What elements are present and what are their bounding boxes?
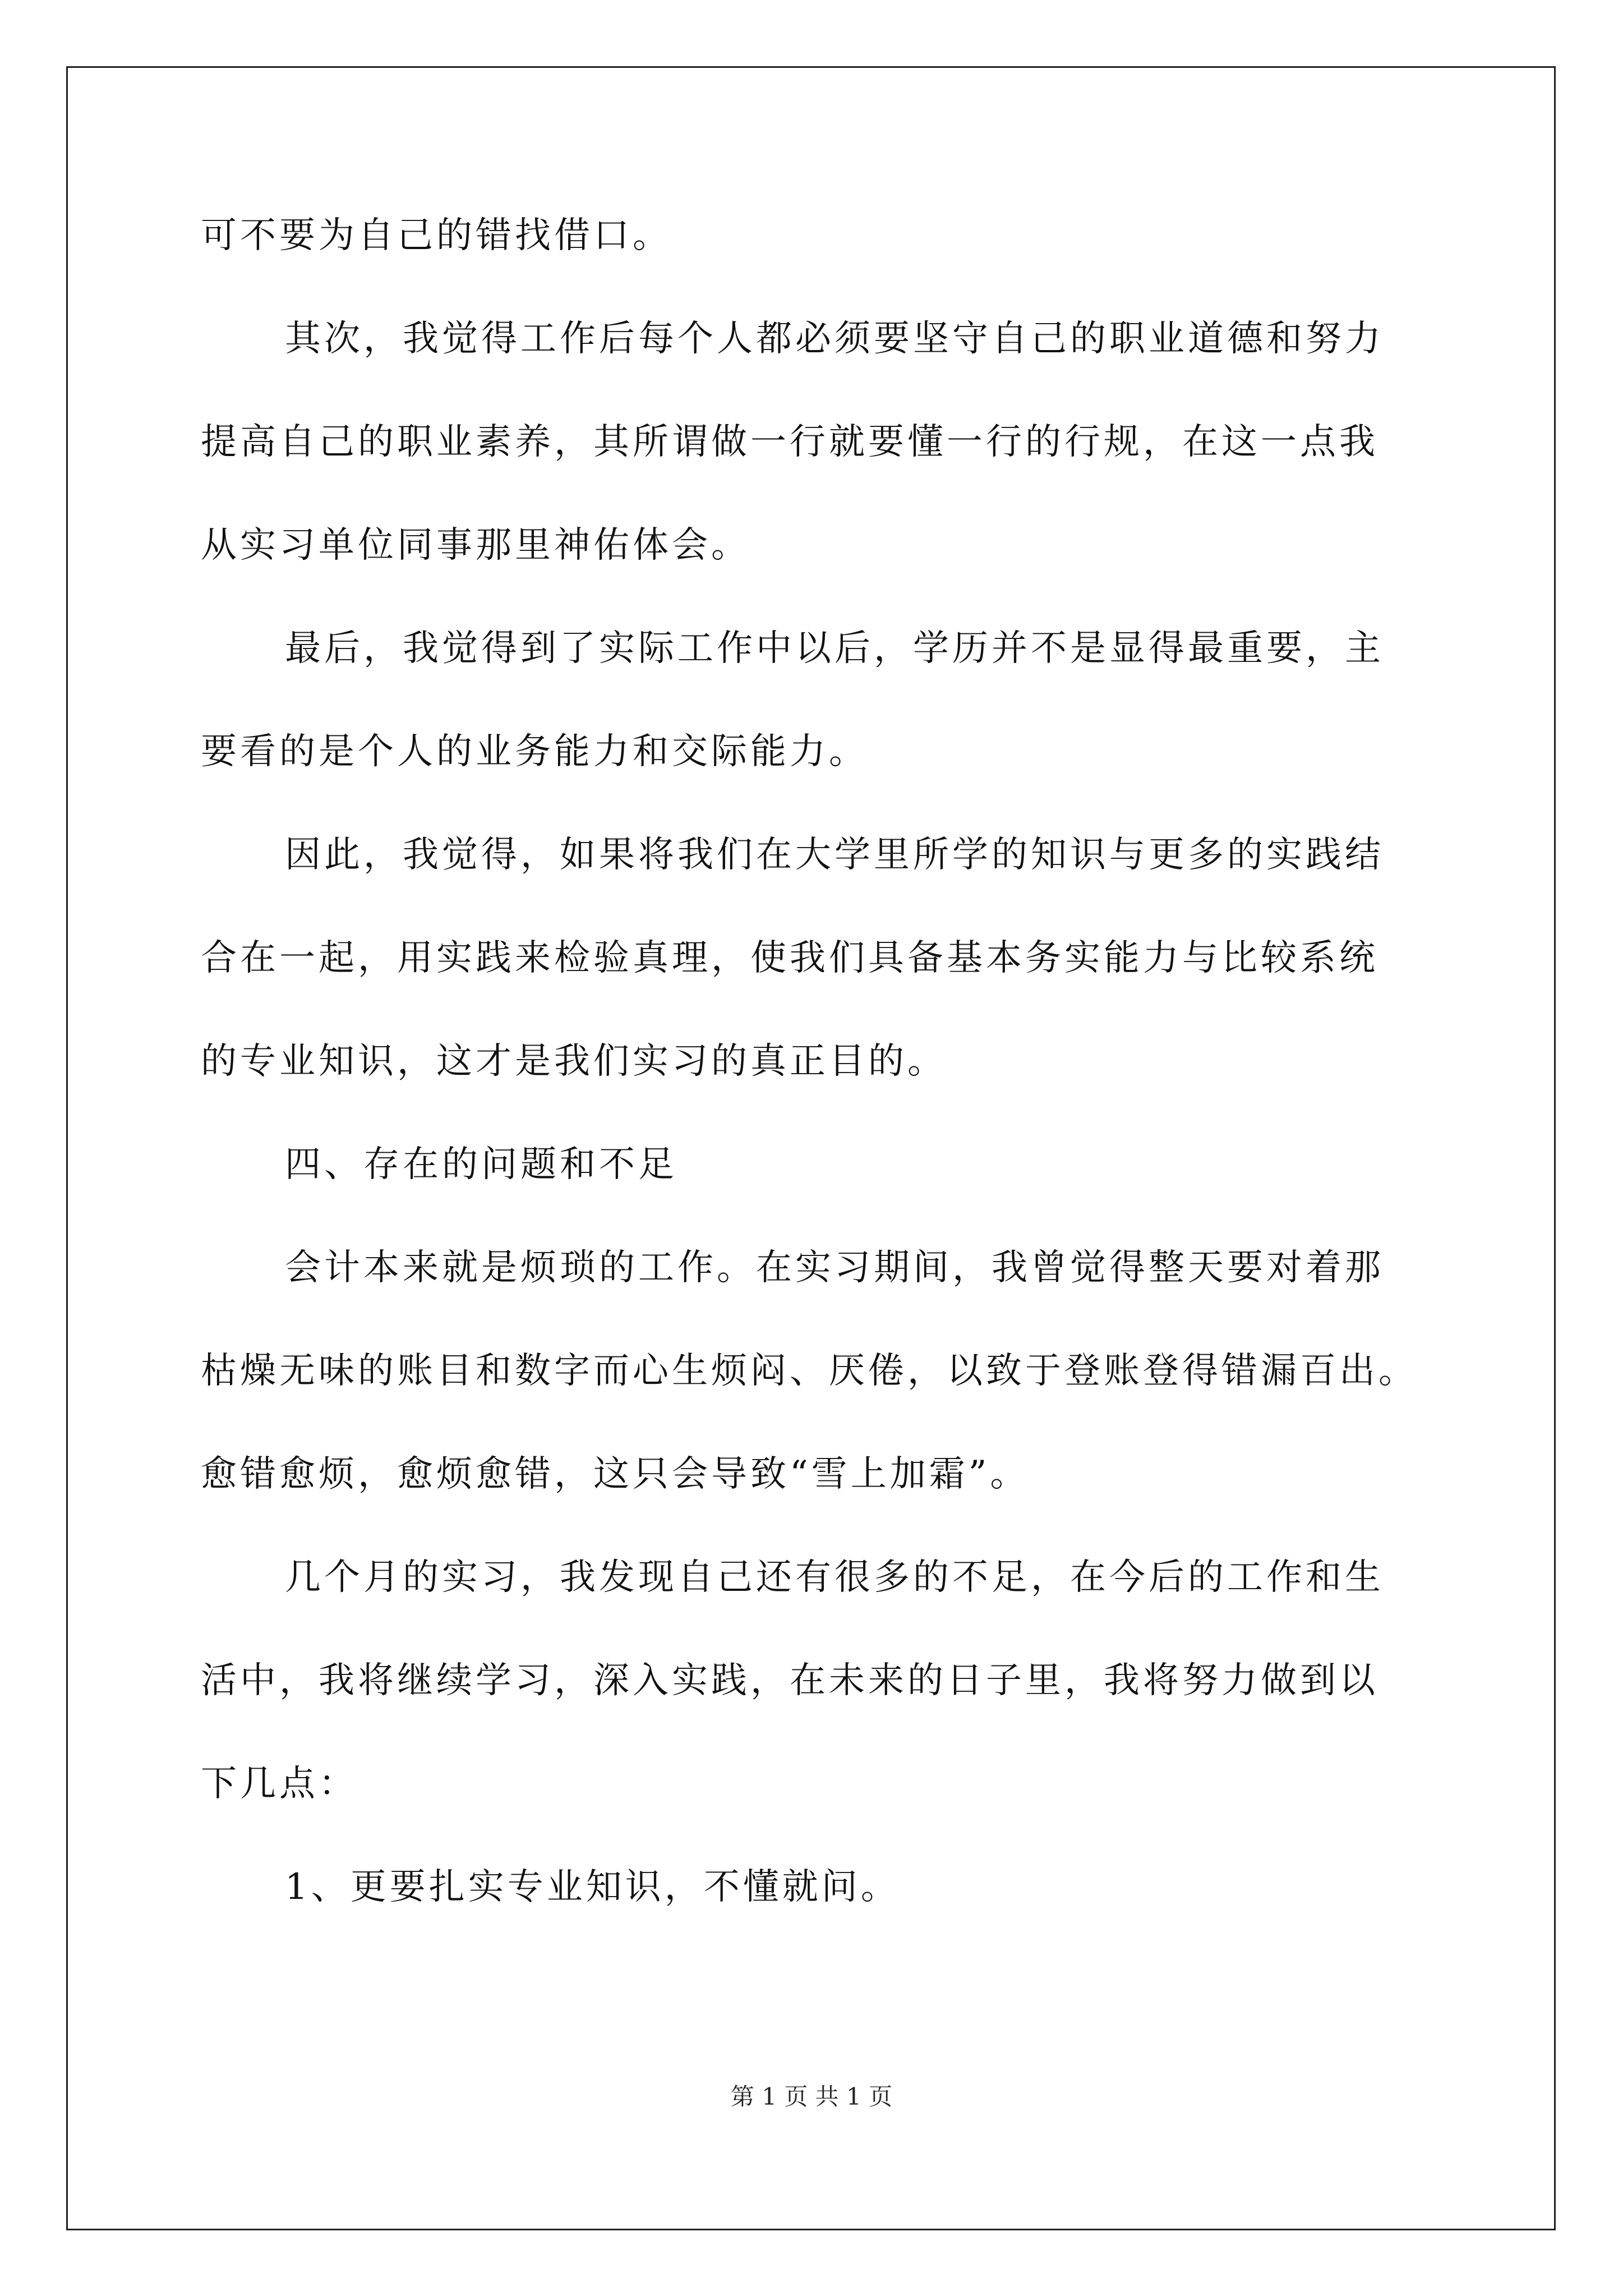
text-line-11: 会计本来就是烦琐的工作。在实习期间，我曾觉得整天要对着那 bbox=[285, 1247, 1384, 1289]
text-line-9: 的专业知识，这才是我们实习的真正目的。 bbox=[201, 1041, 947, 1082]
text-line-4: 从实习单位同事那里神佑体会。 bbox=[201, 524, 750, 566]
text-line-16: 下几点： bbox=[201, 1763, 358, 1805]
text-line-6: 要看的是个人的业务能力和交际能力。 bbox=[201, 731, 868, 772]
text-line-12: 枯燥无味的账目和数字而心生烦闷、厌倦，以致于登账登得错漏百出。 bbox=[201, 1350, 1418, 1392]
section-heading: 四、存在的问题和不足 bbox=[285, 1144, 677, 1185]
text-line-7: 因此，我觉得，如果将我们在大学里所学的知识与更多的实践结 bbox=[285, 834, 1384, 876]
text-line-3: 提高自己的职业素养，其所谓做一行就要懂一行的行规，在这一点我 bbox=[201, 421, 1378, 463]
text-line-14: 几个月的实习，我发现自己还有很多的不足，在今后的工作和生 bbox=[285, 1557, 1384, 1598]
page-footer: 第 1 页 共 1 页 bbox=[730, 2083, 893, 2110]
text-line-2: 其次，我觉得工作后每个人都必须要坚守自己的职业道德和努力 bbox=[285, 318, 1384, 360]
text-line-15: 活中，我将继续学习，深入实践，在未来的日子里，我将努力做到以 bbox=[201, 1660, 1378, 1701]
text-line-8: 合在一起，用实践来检验真理，使我们具备基本务实能力与比较系统 bbox=[201, 937, 1378, 979]
text-line-1: 可不要为自己的错找借口。 bbox=[201, 215, 672, 256]
list-item-1: 1、更要扎实专业知识，不懂就问。 bbox=[285, 1866, 900, 1908]
text-line-5: 最后，我觉得到了实际工作中以后，学历并不是显得最重要，主 bbox=[285, 628, 1384, 669]
text-line-13: 愈错愈烦，愈烦愈错，这只会导致“雪上加霜”。 bbox=[201, 1453, 1030, 1495]
